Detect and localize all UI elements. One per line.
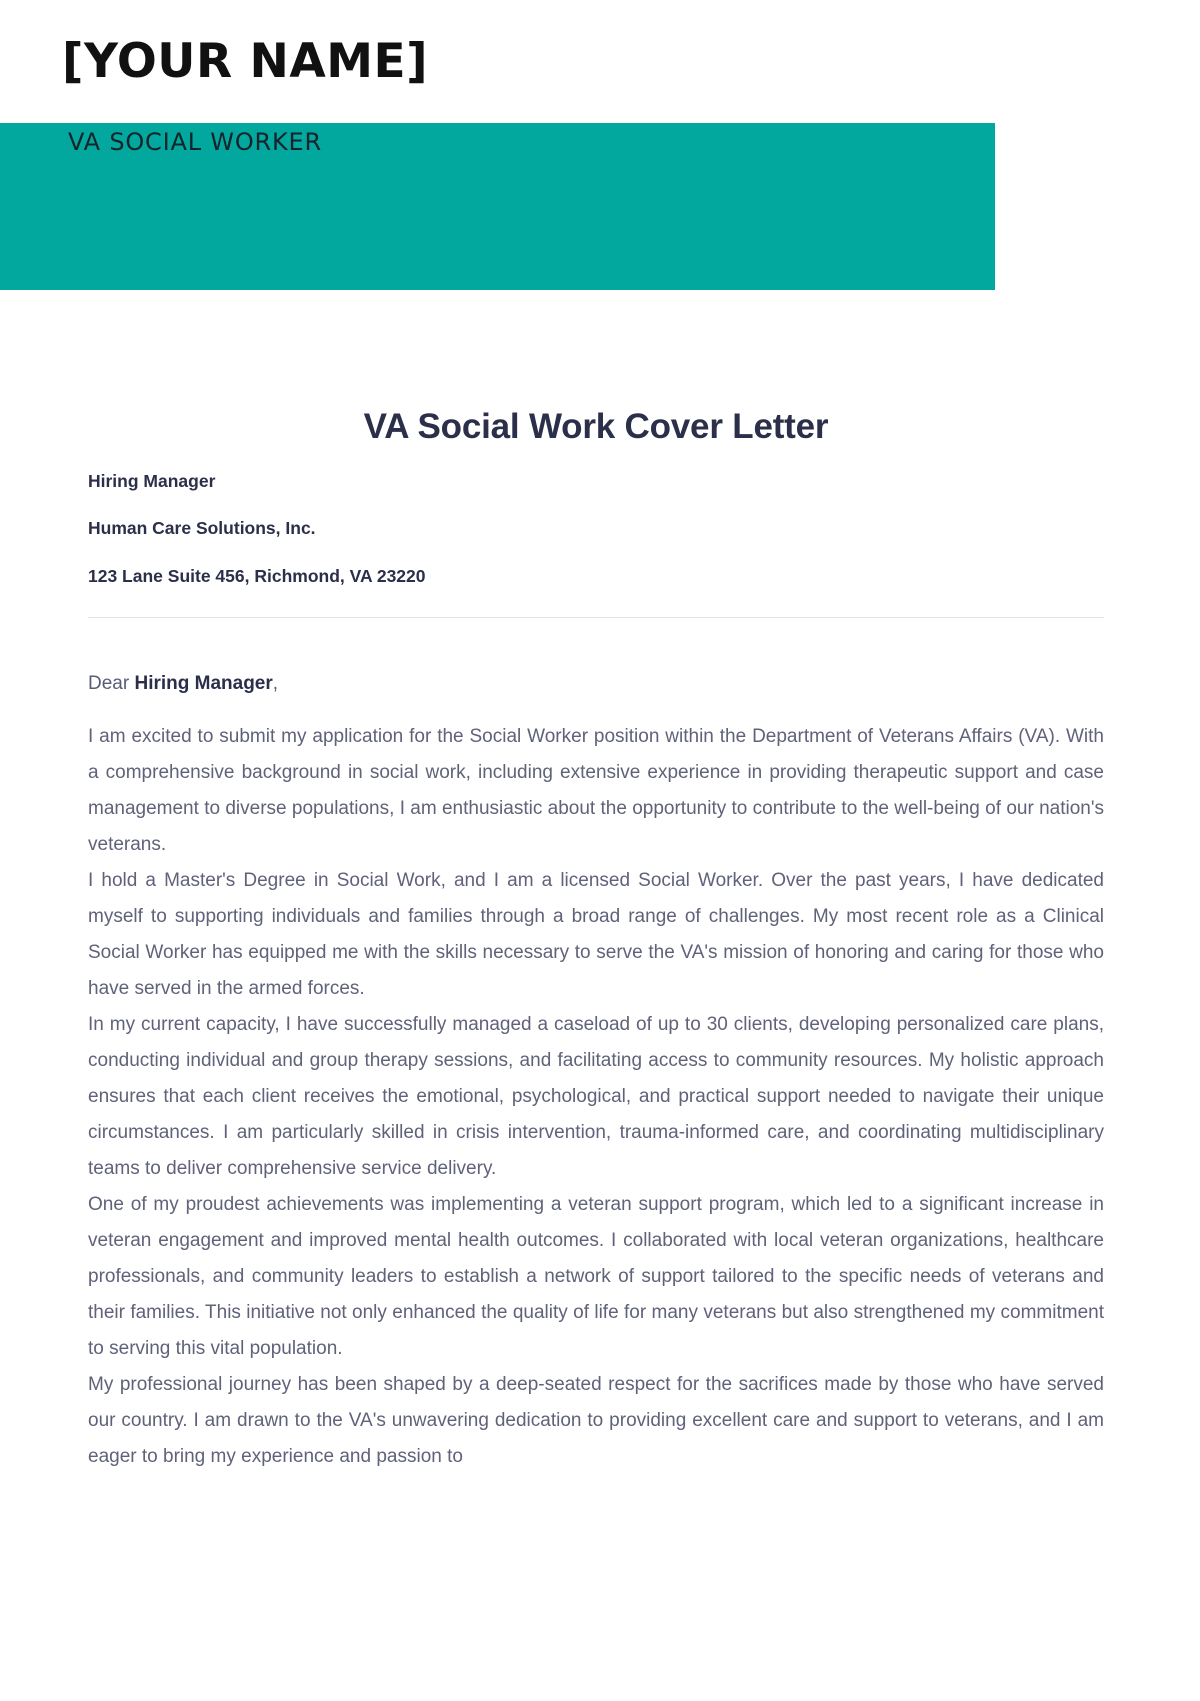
body-paragraph: My professional journey has been shaped by a deep-seated respect for the sacrifices made by those who have served our country. I am drawn to the VA's unwavering dedication to providing excellent care and support to veterans, and I am eager to bring my experience and passion to	[88, 1374, 1104, 1468]
recipient-address: 123 Lane Suite 456, Richmond, VA 23220	[88, 565, 426, 586]
letter-body	[88, 674, 1104, 1475]
applicant-name: [YOUR NAME]	[62, 34, 429, 89]
recipient-company: Human Care Solutions, Inc.	[88, 518, 316, 539]
recipient-contact: Hiring Manager	[88, 470, 216, 491]
page-title: VA Social Work Cover Letter	[363, 407, 829, 446]
body-paragraph: One of my proudest achievements was implementing a veteran support program, which led to a significant increase in veteran engagement and improved mental health outcomes. I collaborated with local veteran organizations, healthcare professionals, and community leaders to establish a network of support tailored to the specific needs of veterans and their families. This initiative not only enhanced the quality of life for many veterans but also strengthened my commitment to serving this vital population.	[88, 1194, 1104, 1360]
recipient-address-block	[88, 470, 1104, 586]
salutation-suffix: ,	[272, 673, 279, 695]
body-paragraph: I hold a Master's Degree in Social Work, and I am a licensed Social Worker. Over the past years, I have dedicated myself to supporting individuals and families through a broad range of challenges. My most recent role as a Clinical Social Worker has equipped me with the skills necessary to serve the VA's mission of honoring and caring for those who have served in the armed forces.	[88, 870, 1104, 1000]
letter-content	[88, 290, 1104, 1475]
letterhead	[0, 0, 1200, 290]
applicant-role: VA SOCIAL WORKER	[68, 128, 322, 156]
body-paragraph: I am excited to submit my application for the Social Worker position within the Department of Veterans Affairs (VA). With a comprehensive background in social work, including extensive experience in providing therapeutic support and case management to diverse populations, I am enthusiastic about the opportunity to contribute to the well-being of our nation's veterans.	[88, 726, 1104, 856]
header-divider	[88, 617, 1104, 618]
salutation	[88, 674, 1104, 693]
salutation-prefix: Dear	[88, 673, 135, 695]
salutation-name: Hiring Manager	[134, 673, 273, 695]
body-paragraph: In my current capacity, I have successfully managed a caseload of up to 30 clients, developing personalized care plans, conducting individual and group therapy sessions, and facilitating access to community resources. My holistic approach ensures that each client receives the emotional, psychological, and practical support needed to navigate their unique circumstances. I am particularly skilled in crisis intervention, trauma-informed care, and coordinating multidisciplinary teams to deliver comprehensive service delivery.	[88, 1014, 1104, 1180]
